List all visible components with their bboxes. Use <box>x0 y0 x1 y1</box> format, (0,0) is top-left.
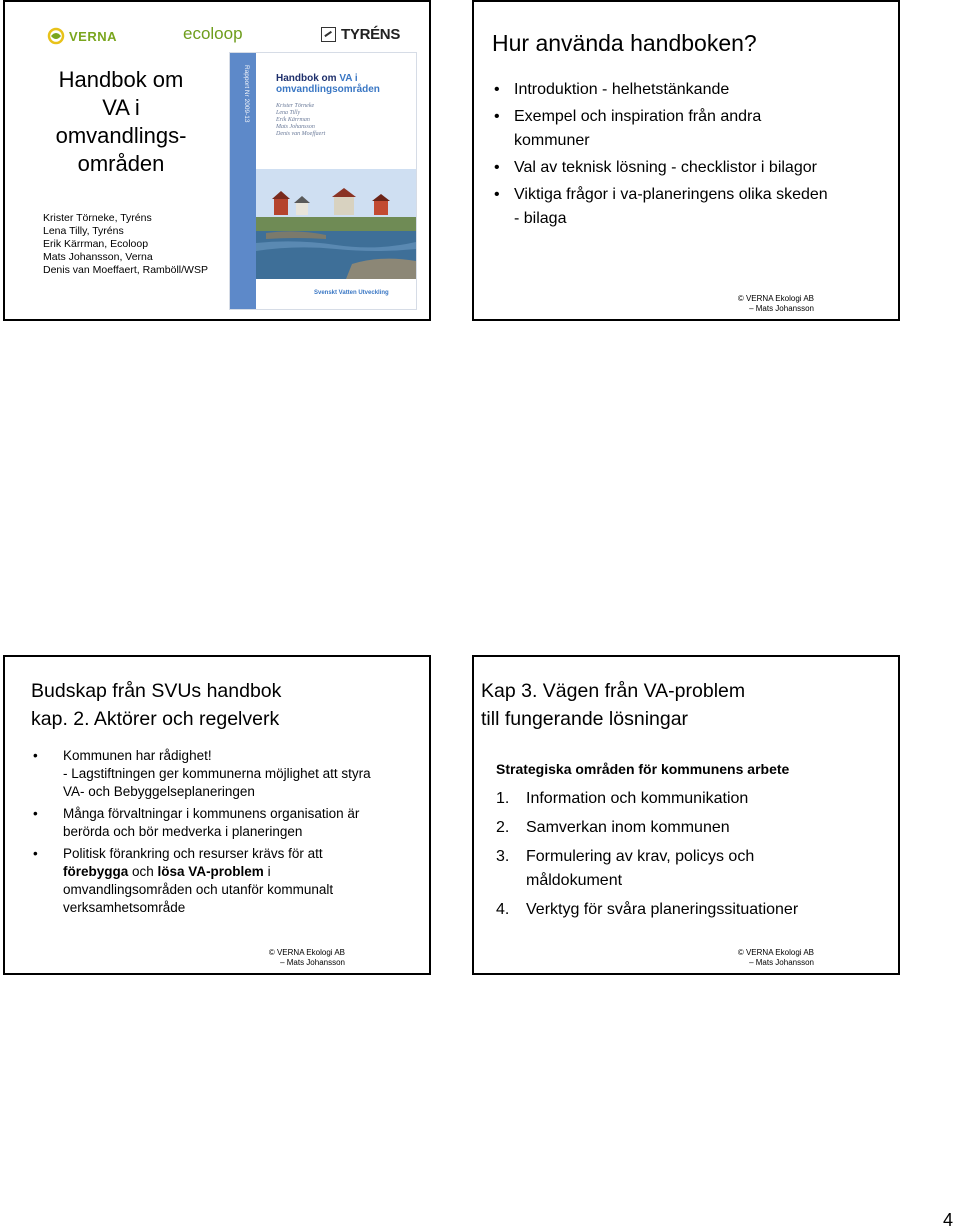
bullet-item: • Många förvaltningar i kommunens organisation är berörda och bör medverka i planeringen <box>31 805 391 841</box>
cover-photo-archipelago <box>256 169 416 279</box>
bullet-item: • Introduktion - helhetstänkande <box>492 78 832 102</box>
item-text: Information och kommunikation <box>526 790 749 807</box>
footer-author: – Mats Johansson <box>280 958 345 967</box>
verna-logo <box>47 27 117 45</box>
title-line: VA i <box>102 95 140 120</box>
cover-title-a: Handbok om <box>276 73 340 84</box>
bullet-list <box>492 78 832 234</box>
bullet-text: Politisk förankring och resurser krävs för att <box>63 846 323 861</box>
bullet-text: och <box>128 864 158 879</box>
tyrens-mark-icon <box>321 27 336 42</box>
list-item <box>496 898 826 922</box>
tyrens-logo-text: TYRÉNS <box>341 26 401 43</box>
ecoloop-logo: ecoloop <box>183 24 243 43</box>
slide-footer <box>738 294 814 314</box>
cover-title-c: omvandlingsområden <box>276 84 380 95</box>
slide-footer <box>738 948 814 968</box>
slide-heading <box>481 677 745 733</box>
author: Mats Johansson, Verna <box>43 251 153 263</box>
copyright: © VERNA Ekologi AB <box>268 948 345 957</box>
author: Krister Törneke, Tyréns <box>43 212 152 224</box>
bullet-emphasis: förebygga <box>63 864 129 879</box>
bullet-item: • Viktiga frågor i va-planeringens olika skeden - bilaga <box>492 183 832 231</box>
copyright: © VERNA Ekologi AB <box>737 948 814 957</box>
slide-title <box>3 0 431 321</box>
list-item <box>496 816 826 840</box>
item-text: Verktyg för svåra planeringssituationer <box>526 901 799 918</box>
bullet-text: i omvandlingsområden och utanför kommunalt verksamhetsområde <box>63 864 334 915</box>
cover-author: Krister Törneke <box>276 103 315 109</box>
item-number: 4. <box>496 901 510 918</box>
cover-publisher: Svenskt Vatten Utveckling <box>314 290 389 296</box>
item-number: 2. <box>496 819 510 836</box>
slide-title-text <box>35 66 207 178</box>
bullet-item: • Val av teknisk lösning - checklistor i bilagor <box>492 156 832 180</box>
cover-title-b: VA i <box>339 73 358 84</box>
slide-heading: Hur använda handboken? <box>492 30 757 56</box>
slide-footer <box>269 948 345 968</box>
cover-author: Erik Kärrman <box>276 117 310 123</box>
footer-author: – Mats Johansson <box>749 958 814 967</box>
item-text: Formulering av krav, policys och måldokument <box>526 848 755 889</box>
heading-line: kap. 2. Aktörer och regelverk <box>31 708 280 730</box>
section-heading: Strategiska områden för kommunens arbete <box>496 761 790 777</box>
author: Lena Tilly, Tyréns <box>43 225 124 237</box>
slide-heading <box>31 677 281 733</box>
bullet-item: • Exempel och inspiration från andra kommuner <box>492 105 832 153</box>
cover-author: Denis van Moeffaert <box>276 131 326 137</box>
heading-line: Budskap från SVUs handbok <box>31 680 282 702</box>
cover-title <box>276 73 380 95</box>
cover-spine <box>230 53 256 309</box>
verna-leaf-icon <box>47 27 65 45</box>
title-line: omvandlings- <box>55 123 187 148</box>
bullet-subtext: - Lagstiftningen ger kommunerna möjlighet att styra VA- och Bebyggelseplaneringen <box>63 766 371 799</box>
author: Denis van Moeffaert, Ramböll/WSP <box>43 264 208 276</box>
heading-line: till fungerande lösningar <box>481 708 689 730</box>
tyrens-logo <box>321 26 400 43</box>
list-item <box>496 787 826 811</box>
bullet-emphasis: lösa VA-problem <box>157 864 264 879</box>
cover-spine-text: Rapport Nr 2009-13 <box>243 65 250 123</box>
heading-line: Kap 3. Vägen från VA-problem <box>481 680 746 702</box>
author-list <box>43 212 208 277</box>
slide-messages <box>3 655 431 975</box>
bullet-item <box>31 845 391 917</box>
item-number: 1. <box>496 790 510 807</box>
list-item <box>496 845 826 893</box>
footer-author: – Mats Johansson <box>749 304 814 313</box>
numbered-list <box>496 787 826 927</box>
author: Erik Kärrman, Ecoloop <box>43 238 149 250</box>
page-number: 4 <box>943 1210 954 1230</box>
cover-author: Lena Tilly <box>276 110 301 116</box>
title-line: Handbok om <box>58 67 184 92</box>
copyright: © VERNA Ekologi AB <box>737 294 814 303</box>
bullet-item <box>31 747 391 801</box>
verna-logo-text: VERNA <box>69 28 118 44</box>
report-cover-image <box>229 52 417 310</box>
cover-authors <box>276 103 325 138</box>
title-line: områden <box>77 151 165 176</box>
slide-strategy <box>472 655 900 975</box>
slide-how-to-use <box>472 0 900 321</box>
bullet-list <box>31 747 391 921</box>
item-number: 3. <box>496 848 510 865</box>
cover-author: Mats Johansson <box>276 124 315 130</box>
item-text: Samverkan inom kommunen <box>526 819 730 836</box>
bullet-text: Kommunen har rådighet! <box>63 748 212 763</box>
